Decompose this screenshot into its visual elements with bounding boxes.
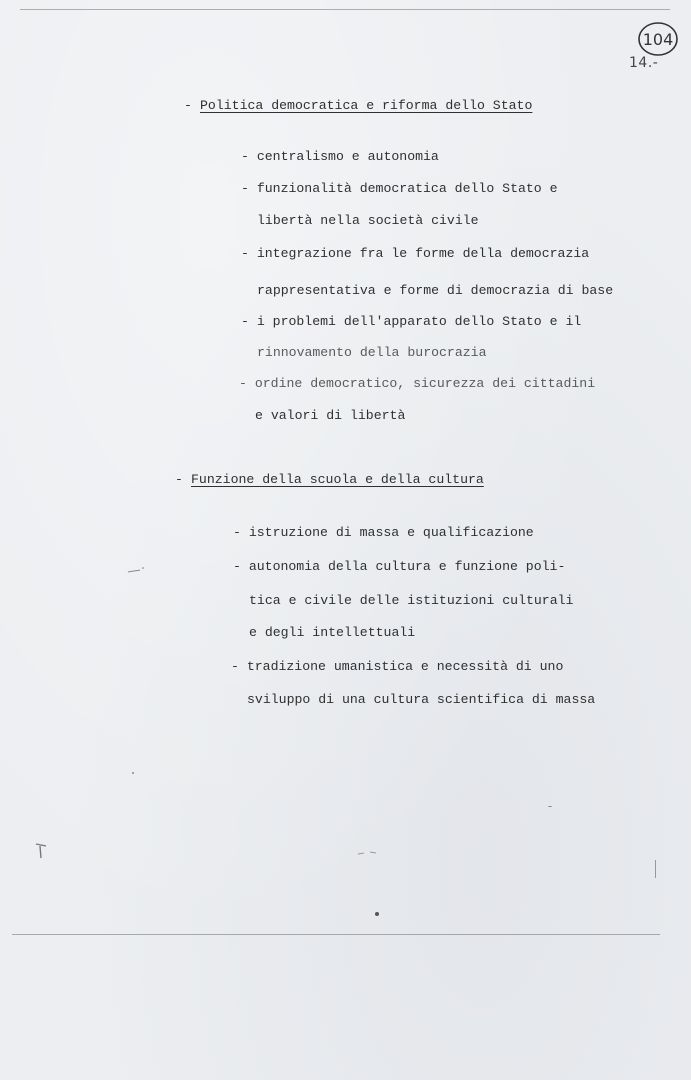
ink-speck [375, 912, 379, 916]
section-1-line-1: - centralismo e autonomia [241, 149, 439, 164]
archive-stamp-icon [636, 19, 680, 59]
section-1-heading: Politica democratica e riforma dello Stato [200, 98, 533, 113]
section-2-line-5: - tradizione umanistica e necessità di uno [231, 659, 564, 674]
section-1-line-8: - ordine democratico, sicurezza dei cittadini [239, 376, 596, 391]
section-2-line-2: - autonomia della cultura e funzione poli- [233, 559, 566, 574]
section-2-heading-dash: - [175, 472, 183, 487]
section-1-line-6: - i problemi dell'apparato dello Stato e il [241, 314, 582, 329]
top-edge-line [20, 9, 670, 10]
section-2-line-6: sviluppo di una cultura scientifica di massa [247, 692, 596, 707]
pencil-mark-icon [32, 840, 52, 862]
section-1-line-2: - funzionalità democratica dello Stato e [241, 181, 558, 196]
section-2-line-3: tica e civile delle istituzioni culturali [249, 593, 574, 608]
ink-speck [132, 772, 134, 774]
section-1-heading-dash: - [184, 98, 192, 113]
ink-speck [655, 860, 656, 878]
bottom-edge-line [12, 934, 660, 935]
section-1-line-5: rappresentativa e forme di democrazia di base [257, 283, 614, 298]
section-2-line-1: - istruzione di massa e qualificazione [233, 525, 534, 540]
section-1-line-7: rinnovamento della burocrazia [257, 345, 487, 360]
section-1-line-4: - integrazione fra le forme della democrazia [241, 246, 590, 261]
page-number: 14.- [629, 55, 659, 71]
section-2-heading: Funzione della scuola e della cultura [191, 472, 484, 487]
stamp-number: 104 [642, 30, 674, 49]
section-1-line-9: e valori di libertà [255, 408, 406, 423]
ink-speck [548, 806, 552, 807]
section-2-line-4: e degli intellettuali [249, 625, 416, 640]
section-1-line-3: libertà nella società civile [257, 213, 479, 228]
pencil-mark-icon [126, 564, 146, 576]
smudge-mark-icon [356, 848, 380, 858]
